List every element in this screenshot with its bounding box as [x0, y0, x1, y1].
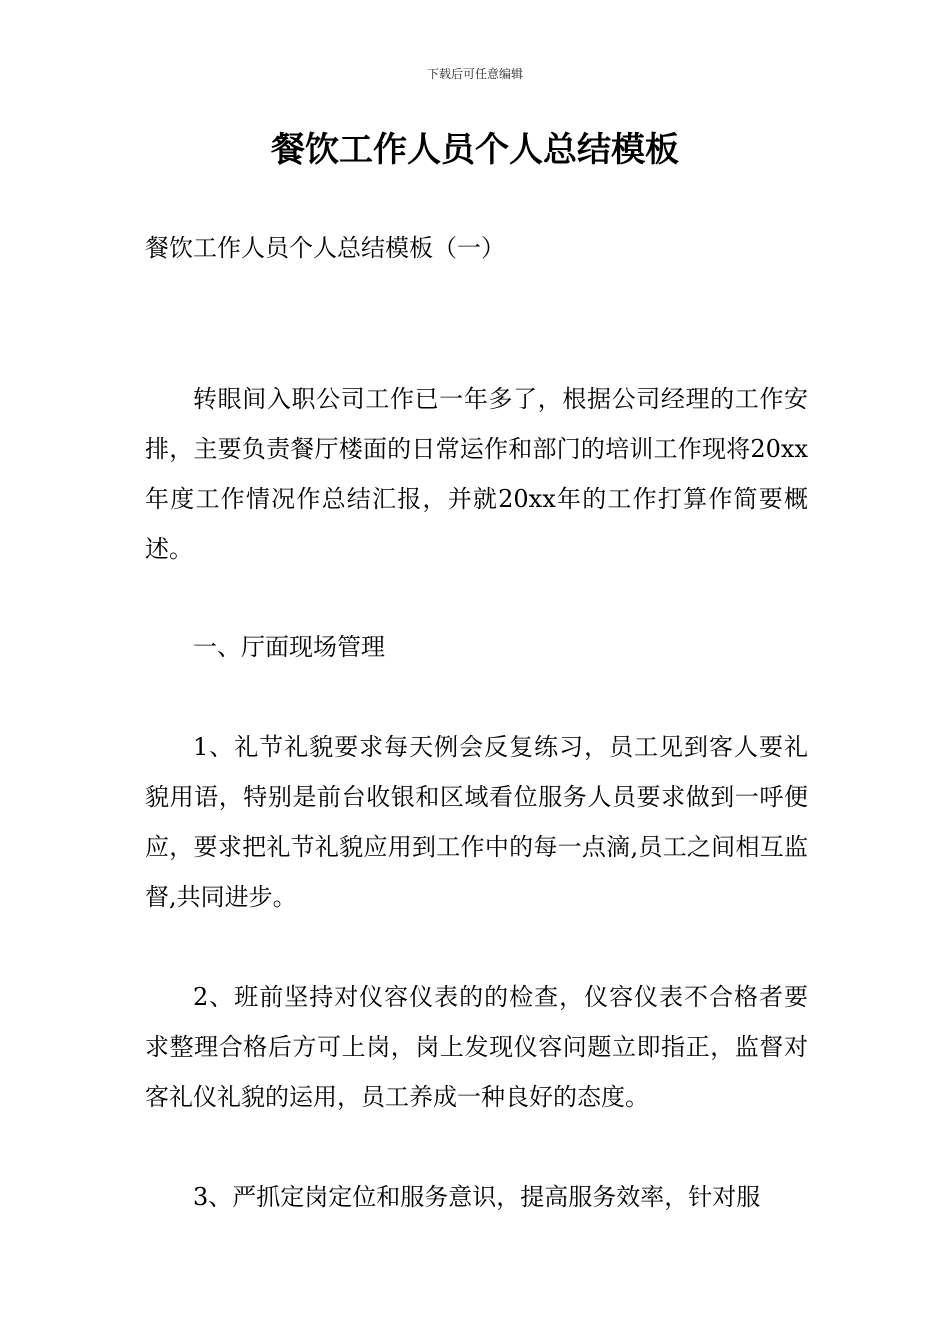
list-item-2: 2、班前坚持对仪容仪表的的检查，仪容仪表不合格者要求整理合格后方可上岗，岗上发现仪容问题立即指正，监督对客礼仪礼貌的运用，员工养成一种良好的态度。	[145, 983, 808, 1111]
header-note: 下载后可任意编辑	[426, 67, 523, 81]
intro-paragraph: 转眼间入职公司工作已一年多了，根据公司经理的工作安排，主要负责餐厅楼面的日常运作和部门的培训工作现将20xx年度工作情况作总结汇报，并就20xx年的工作打算作简要概述。	[145, 385, 808, 563]
section-heading: 一、厅面现场管理	[193, 633, 385, 661]
document-subtitle: 餐饮工作人员个人总结模板（一）	[145, 234, 505, 262]
document-title: 餐饮工作人员个人总结模板	[271, 130, 679, 170]
list-item-1: 1、礼节礼貌要求每天例会反复练习，员工见到客人要礼貌用语，特别是前台收银和区域看位服务人员要求做到一呼便应，要求把礼节礼貌应用到工作中的每一点滴,员工之间相互监督,共同进步。	[145, 733, 808, 911]
list-item-3: 3、严抓定岗定位和服务意识，提高服务效率，针对服	[193, 1183, 761, 1211]
